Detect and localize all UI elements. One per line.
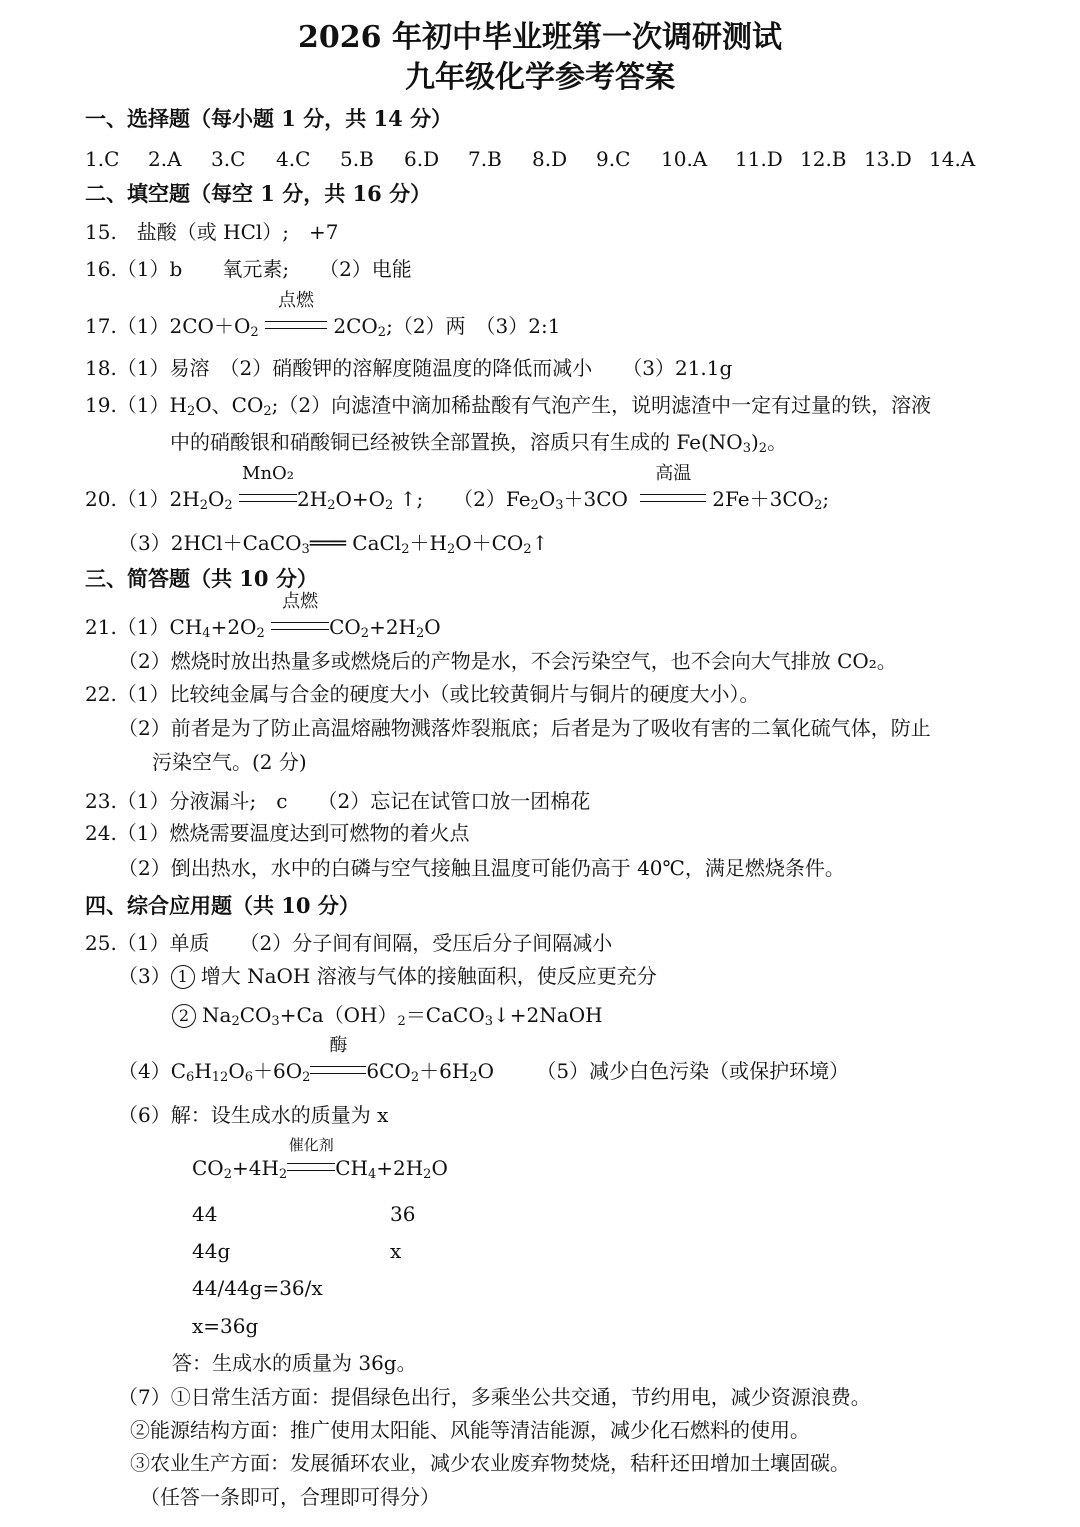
circled-number: 2 (172, 1004, 196, 1028)
choice-answer: 2.A (148, 147, 182, 171)
answer-20-line2: （3）2HCl＋CaCO$_3$═══ $CaCl_2+H_2O+CO_2↑$ (118, 531, 549, 557)
choice-answer: 1.C (85, 147, 120, 171)
reaction-condition: MnO₂ (239, 486, 297, 512)
reaction-condition: 催化剂 (287, 1155, 335, 1181)
page-subtitle: 九年级化学参考答案 (405, 60, 675, 95)
answer-18: 18.（1）易溶 （2）硝酸钾的溶解度随温度的降低而减小 （3）21.1g (85, 356, 733, 380)
calc-mass-x: x (390, 1239, 402, 1263)
reaction-condition: 点燃 (265, 313, 327, 339)
reaction-condition: 酶 (310, 1058, 366, 1084)
choice-answer: 10.A (661, 147, 708, 171)
calc-molar-mass-h2o: 36 (390, 1202, 416, 1226)
answer-25-line1: 25.（1）单质 （2）分子间有间隔，受压后分子间隔减小 (85, 931, 613, 955)
answer-22-line1: 22.（1）比较纯金属与合金的硬度大小（或比较黄铜片与铜片的硬度大小）。 (85, 682, 760, 706)
section-comprehensive-heading: 四、综合应用题（共 10 分） (85, 893, 360, 918)
answer-25-part3-2: 2 $Na_2CO_3+Ca(OH)_2=CaCO_3↓+2NaOH$ (172, 1002, 603, 1028)
answer-16: 16.（1）b 氧元素; （2）电能 (85, 257, 412, 281)
answer-21-line1: $21.(1)CH_4+2O_2$ 点燃 $CO_2+2H_2O$ (85, 591, 441, 641)
calc-mass-co2: 44g (192, 1239, 231, 1263)
answer-22-line2: （2）前者是为了防止高温熔融物溅落炸裂瓶底；后者是为了吸收有害的二氧化硫气体，防止 (118, 716, 931, 740)
choice-answer: 14.A (929, 147, 976, 171)
choice-answer: 7.B (468, 147, 502, 171)
calc-equation: $CO_2+4H_2$ 催化剂 $CH_4+2H_2O$ (192, 1136, 448, 1182)
section-choice-heading: 一、选择题（每小题 1 分，共 14 分） (85, 106, 453, 131)
answer-20-line1: $20.(1)2H_2O_2$ MnO₂ $2H_2O+O_2$ ↑; $(2)Fe_2O_3+3CO$ 高温 $2Fe+3CO_2$; (85, 463, 830, 513)
section-short-answer-heading: 三、简答题（共 10 分） (85, 566, 318, 591)
answer-19-line2: 中的硝酸银和硝酸铜已经被铁全部置换，溶质只有生成的 $Fe(NO_3)_2$。 (170, 430, 788, 456)
page-title: 2026 年初中毕业班第一次调研测试 (298, 20, 782, 55)
answer-22-line3: 污染空气。(2 分) (152, 750, 307, 774)
answer-25-note: （任答一条即可，合理即可得分） (140, 1485, 440, 1509)
answer-25-part3-1: （3） 1 增大 NaOH 溶液与气体的接触面积，使反应更充分 (118, 964, 657, 988)
choice-answer: 5.B (340, 147, 374, 171)
choice-answer: 3.C (211, 147, 246, 171)
calc-result: x=36g (192, 1314, 259, 1338)
answer-25-part7-3: ③农业生产方面：发展循环农业，减少农业废弃物焚烧，秸秆还田增加土壤固碳。 (130, 1451, 850, 1475)
choice-answer: 13.D (864, 147, 912, 171)
reaction-condition: 高温 (640, 486, 706, 512)
calc-answer: 答：生成水的质量为 36g。 (172, 1351, 417, 1375)
choice-answer: 4.C (276, 147, 311, 171)
choice-answer: 11.D (735, 147, 783, 171)
choice-answer: 12.B (800, 147, 847, 171)
choice-answer: 8.D (532, 147, 568, 171)
choice-answer: 9.C (596, 147, 631, 171)
answer-25-part7-2: ②能源结构方面：推广使用太阳能、风能等清洁能源，减少化石燃料的使用。 (130, 1418, 810, 1442)
answer-17: $17.(1)2CO+O_2$ 点燃 $2CO_2;(2)$两 （3）2:1 (85, 290, 561, 340)
circled-number: 1 (171, 965, 195, 989)
answer-15: 15. 盐酸（或 HCl）; +7 (85, 220, 339, 244)
answer-24-line2: （2）倒出热水，水中的白磷与空气接触且温度可能仍高于 40℃，满足燃烧条件。 (118, 856, 845, 880)
reaction-condition: 点燃 (271, 614, 329, 640)
calc-molar-mass-co2: 44 (192, 1202, 218, 1226)
answer-25-part7-1: （7）①日常生活方面：提倡绿色出行，多乘坐公共交通，节约用电，减少资源浪费。 (118, 1385, 871, 1409)
section-fill-heading: 二、填空题（每空 1 分，共 16 分） (85, 181, 432, 206)
answer-25-part6: （6）解：设生成水的质量为 x (118, 1103, 389, 1127)
answer-24-line1: 24.（1）燃烧需要温度达到可燃物的着火点 (85, 821, 470, 845)
answer-23: 23.（1）分液漏斗; c （2）忘记在试管口放一团棉花 (85, 789, 591, 813)
calc-proportion: 44/44g=36/x (192, 1276, 323, 1300)
choice-answer: 6.D (404, 147, 440, 171)
answer-19-line1: $19.(1)H_2O$、$CO_2;(2)$向滤渣中滴加稀盐酸有气泡产生，说明滤渣中一定有过量的铁，溶液 (85, 393, 932, 419)
answer-25-part4-5: $(4)C_6H_{12}O_6+6O_2$ 酶 $6CO_2+6H_2O$ （5）减少白色污染（或保护环境） (118, 1035, 850, 1085)
answer-21-line2: （2）燃烧时放出热量多或燃烧后的产物是水，不会污染空气，也不会向大气排放 CO₂。 (118, 649, 897, 673)
